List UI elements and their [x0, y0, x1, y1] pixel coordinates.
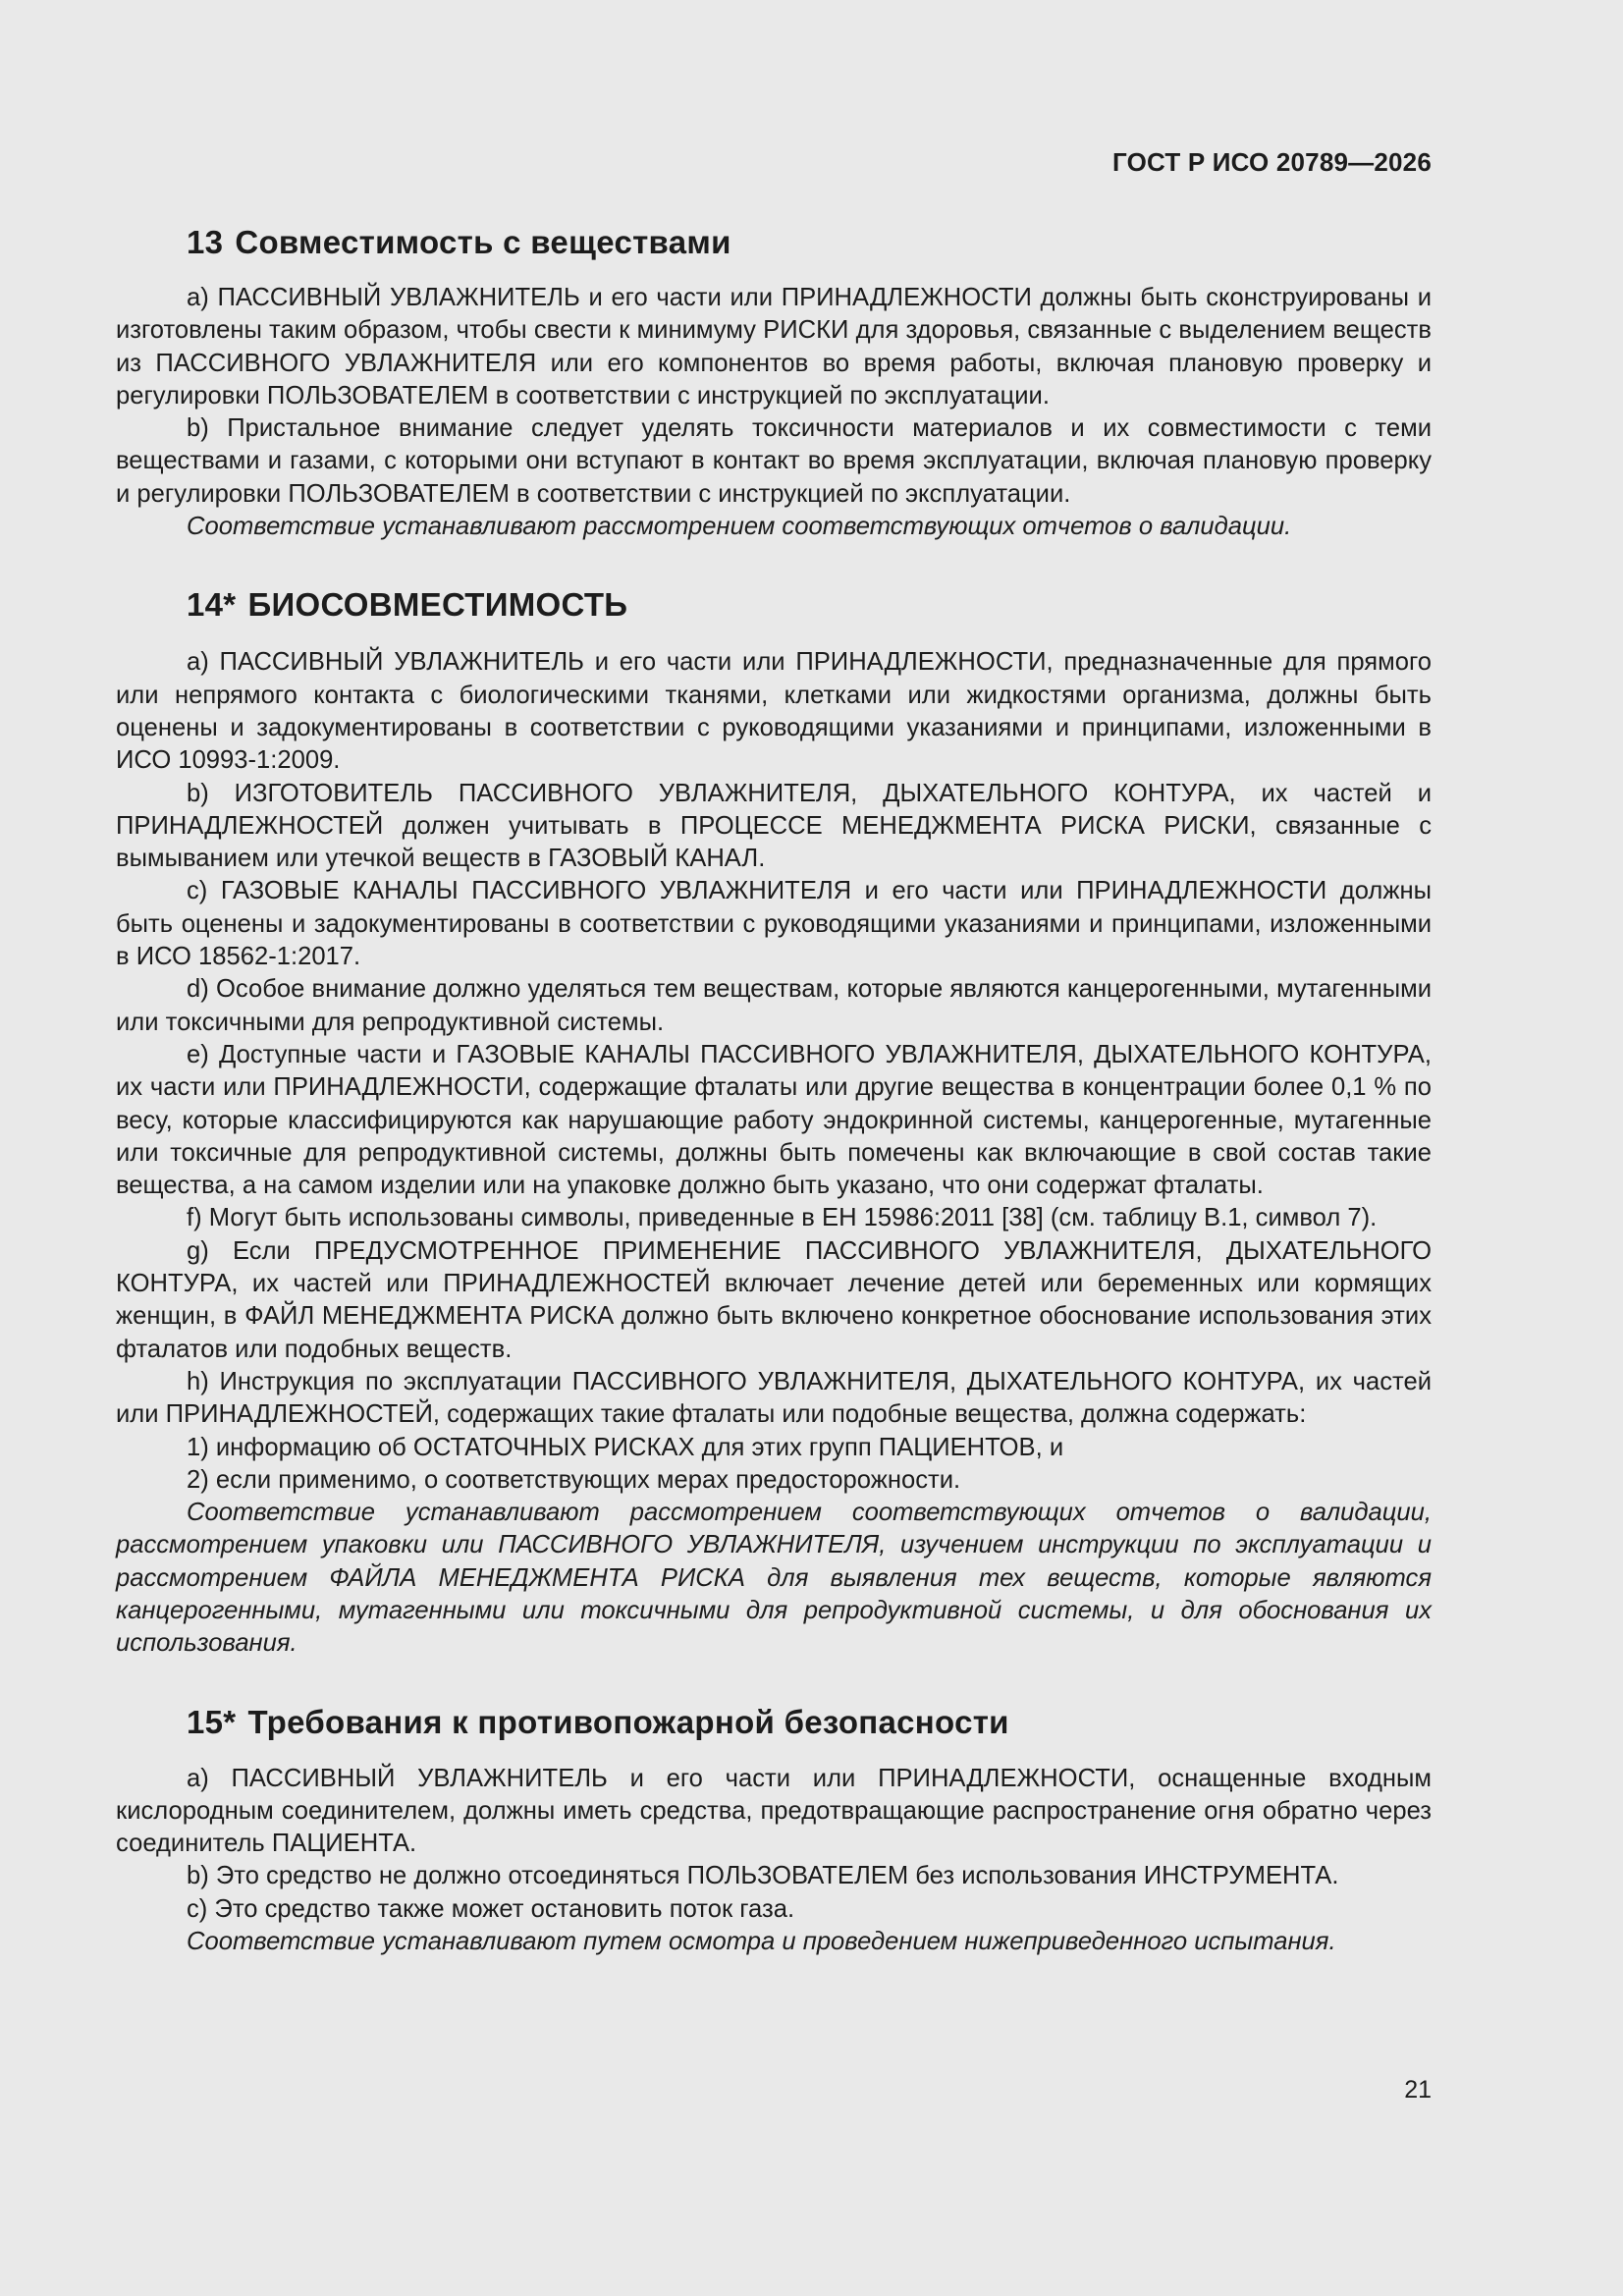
section-title: Требования к противопожарной безопасности — [247, 1703, 1009, 1740]
compliance-note: Соответствие устанавливают путем осмотра и проведением нижеприведенного испытания. — [187, 1928, 1336, 1956]
paragraph-f: f) Могут быть использованы символы, приведенные в ЕН 15986:2011 [38] (см. таблицу В.1, символ 7). — [187, 1204, 1378, 1232]
section-body — [116, 646, 1432, 1660]
section-heading — [116, 1698, 1432, 1747]
paragraph-c: с) ГАЗОВЫЕ КАНАЛЫ ПАССИВНОГО УВЛАЖНИТЕЛЯ и его части или ПРИНАДЛЕЖНОСТИ должны быть оценены и задокументированы в соответствии с руководящими указаниями и принципами, изложенными в ИСО 18562-1:2017. — [116, 877, 1432, 971]
section-number: 13 — [187, 224, 224, 260]
paragraph-a: а) ПАССИВНЫЙ УВЛАЖНИТЕЛЬ и его части или ПРИНАДЛЕЖНОСТИ должны быть сконструированы и изготовлены таким образом, чтобы свести к минимуму РИСКИ для здоровья, связанные с выделением веществ из ПАССИВНОГО УВЛАЖНИТЕЛЯ или его компонентов во время работы, включая плановую проверку и регулировки ПОЛЬЗОВАТЕЛЕМ в соответствии с инструкцией по эксплуатации. — [116, 284, 1432, 410]
paragraph-g: g) Если ПРЕДУСМОТРЕННОЕ ПРИМЕНЕНИЕ ПАССИВНОГО УВЛАЖНИТЕЛЯ, ДЫХАТЕЛЬНОГО КОНТУРА, их частей или ПРИНАДЛЕЖНОСТЕЙ включает лечение детей или беременных или кормящих женщин, в ФАЙЛ МЕНЕДЖМЕНТА РИСКА должно быть включено конкретное обоснование использования этих фталатов или подобных веществ. — [116, 1236, 1432, 1363]
section-heading — [116, 580, 1432, 629]
list-item: 2) если применимо, о соответствующих мерах предосторожности. — [187, 1465, 961, 1494]
section-15 — [116, 1698, 1432, 1959]
document-page — [116, 0, 1432, 2296]
document-id-header: ГОСТ Р ИСО 20789—2026 — [1111, 147, 1432, 177]
section-body — [116, 1763, 1432, 1959]
list-item: 1) информацию об ОСТАТОЧНЫХ РИСКАХ для этих групп ПАЦИЕНТОВ, и — [187, 1433, 1064, 1461]
paragraph-b: b) Это средство не должно отсоединяться ПОЛЬЗОВАТЕЛЕМ без использования ИНСТРУМЕНТА. — [187, 1862, 1339, 1890]
section-14 — [116, 580, 1432, 1660]
paragraph-h: h) Инструкция по эксплуатации ПАССИВНОГО УВЛАЖНИТЕЛЯ, ДЫХАТЕЛЬНОГО КОНТУРА, их частей или ПРИНАДЛЕЖНОСТЕЙ, содержащих такие фталаты или подобные вещества, должна содержать: — [116, 1367, 1432, 1429]
paragraph-c: с) Это средство также может остановить поток газа. — [187, 1894, 795, 1923]
paragraph-a: а) ПАССИВНЫЙ УВЛАЖНИТЕЛЬ и его части или ПРИНАДЛЕЖНОСТИ, оснащенные входным кислородным соединителем, должны иметь средства, предотвращающие распространение огня обратно через соединитель ПАЦИЕНТА. — [116, 1764, 1432, 1858]
section-title: Совместимость с веществами — [235, 224, 731, 260]
section-body — [116, 282, 1432, 543]
section-heading — [116, 218, 1432, 267]
paragraph-e: е) Доступные части и ГАЗОВЫЕ КАНАЛЫ ПАССИВНОГО УВЛАЖНИТЕЛЯ, ДЫХАТЕЛЬНОГО КОНТУРА, их части или ПРИНАДЛЕЖНОСТИ, содержащие фталаты или другие вещества в концентрации более 0,1 % по весу, которые классифицируются как нарушающие работу эндокринной системы, канцерогенные, мутагенные или токсичные для репродуктивной системы, должны быть помечены как включающие в свой состав такие вещества, а на самом изделии или на упаковке должно быть указано, что они содержат фталаты. — [116, 1040, 1432, 1200]
section-number: 15* — [187, 1703, 237, 1740]
paragraph-a: а) ПАССИВНЫЙ УВЛАЖНИТЕЛЬ и его части или ПРИНАДЛЕЖНОСТИ, предназначенные для прямого или непрямого контакта с биологическими тканями, клетками или жидкостями организма, должны быть оценены и задокументированы в соответствии с руководящими указаниями и принципами, изложенными в ИСО 10993-1:2009. — [116, 648, 1432, 775]
paragraph-b: b) ИЗГОТОВИТЕЛЬ ПАССИВНОГО УВЛАЖНИТЕЛЯ, ДЫХАТЕЛЬНОГО КОНТУРА, их частей и ПРИНАДЛЕЖНОСТЕЙ должен учитывать в ПРОЦЕССЕ МЕНЕДЖМЕНТА РИСКА РИСКИ, связанные с вымыванием или утечкой веществ в ГАЗОВЫЙ КАНАЛ. — [116, 779, 1432, 873]
paragraph-d: d) Особое внимание должно уделяться тем веществам, которые являются канцерогенными, мутагенными или токсичными для репродуктивной системы. — [116, 975, 1432, 1036]
paragraph-b: b) Пристальное внимание следует уделять токсичности материалов и их совместимости с теми веществами и газами, с которыми они вступают в контакт во время эксплуатации, включая плановую проверку и регулировки ПОЛЬЗОВАТЕЛЕМ в соответствии с инструкцией по эксплуатации. — [116, 414, 1432, 508]
page-number: 21 — [1404, 2076, 1432, 2104]
section-number: 14* — [187, 586, 237, 624]
section-title: БИОСОВМЕСТИМОСТЬ — [247, 586, 628, 624]
compliance-note: Соответствие устанавливают рассмотрением соответствующих отчетов о валидации, рассмотрением упаковки или ПАССИВНОГО УВЛАЖНИТЕЛЯ, изучением инструкции по эксплуатации и рассмотрением ФАЙЛА МЕНЕДЖМЕНТА РИСКА для выявления тех веществ, которые являются канцерогенными, мутагенными или токсичными для репродуктивной системы, и для обоснования их использования. — [116, 1499, 1432, 1658]
page-content — [116, 218, 1432, 1958]
section-13 — [116, 218, 1432, 543]
compliance-note: Соответствие устанавливают рассмотрением соответствующих отчетов о валидации. — [187, 513, 1292, 541]
